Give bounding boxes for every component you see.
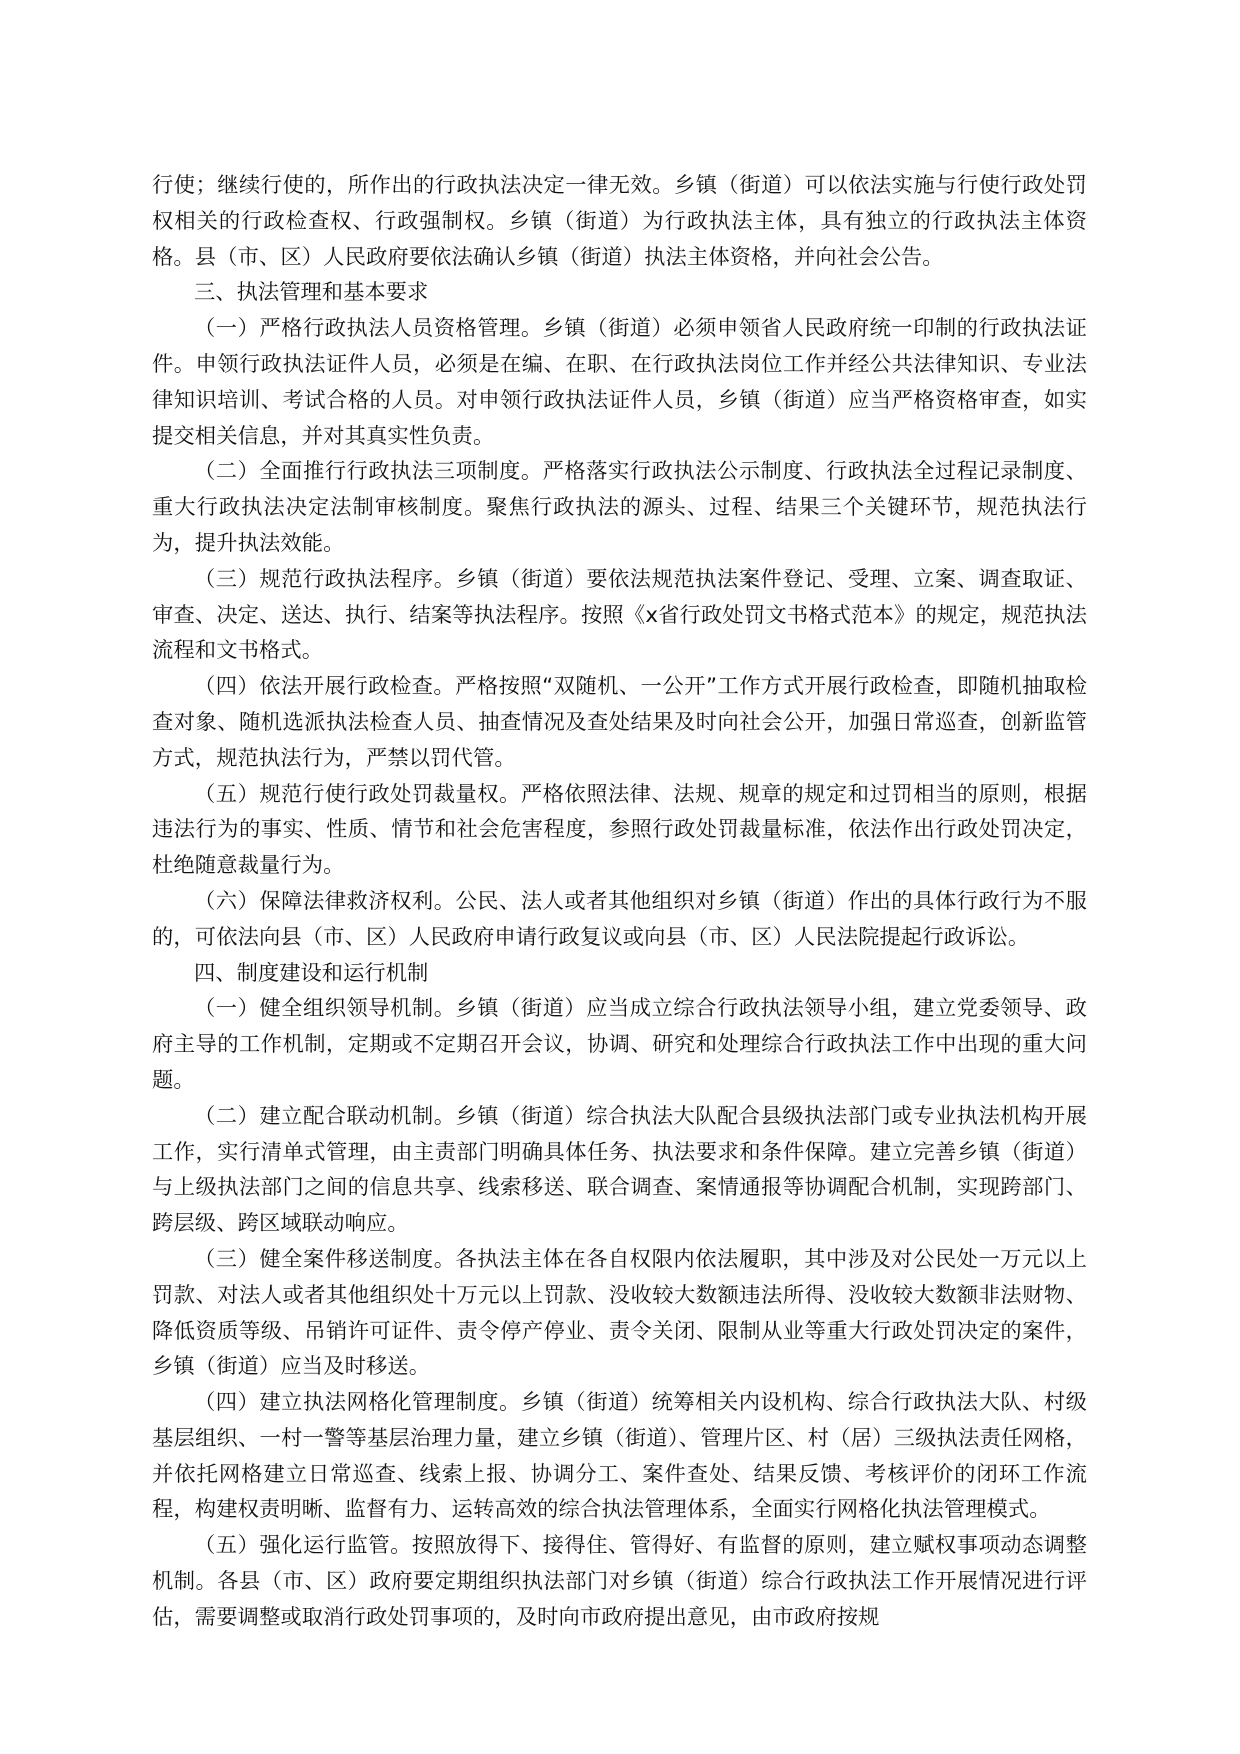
paragraph-4-4: （四）建立执法网格化管理制度。乡镇（街道）统筹相关内设机构、综合行政执法大队、村级基层组织、一村一警等基层治理力量，建立乡镇（街道）、管理片区、村（居）三级执法责任网格，并依托网格建立日常巡查、线索上报、协调分工、案件查处、结果反馈、考核评价的闭环工作流程，构建权责明晰、监督有力、运转高效的综合执法管理体系，全面实行网格化执法管理模式。	[152, 1390, 1087, 1523]
paragraph-4-5: （五）强化运行监管。按照放得下、接得住、管得好、有监督的原则，建立赋权事项动态调整机制。各县（市、区）政府要定期组织执法部门对乡镇（街道）综合行政执法工作开展情况进行评估，需要调整或取消行政处罚事项的，及时向市政府提出意见，由市政府按规	[152, 1533, 1087, 1630]
paragraph-3-3: （三）规范行政执法程序。乡镇（街道）要依法规范执法案件登记、受理、立案、调查取证、审查、决定、送达、执行、结案等执法程序。按照《x省行政处罚文书格式范本》的规定，规范执法流程和文书格式。	[152, 566, 1087, 664]
section-heading-3: 三、执法管理和基本要求	[194, 280, 429, 306]
paragraph-4-1: （一）健全组织领导机制。乡镇（街道）应当成立综合行政执法领导小组，建立党委领导、政府主导的工作机制，定期或不定期召开会议，协调、研究和处理综合行政执法工作中出现的重大问题。	[152, 996, 1087, 1093]
paragraph-4-3: （三）健全案件移送制度。各执法主体在各自权限内依法履职，其中涉及对公民处一万元以上罚款、对法人或者其他组织处十万元以上罚款、没收较大数额违法所得、没收较大数额非法财物、降低资质等级、吊销许可证件、责令停产停业、责令关闭、限制从业等重大行政处罚决定的案件，乡镇（街道）应当及时移送。	[152, 1246, 1087, 1380]
document-page	[152, 168, 1087, 1630]
paragraph-3-1: （一）严格行政执法人员资格管理。乡镇（街道）必须申领省人民政府统一印制的行政执法证件。申领行政执法证件人员，必须是在编、在职、在行政执法岗位工作并经公共法律知识、专业法律知识培训、考试合格的人员。对申领行政执法证件人员，乡镇（街道）应当严格资格审查，如实提交相关信息，并对其真实性负责。	[152, 316, 1087, 449]
paragraph-3-5: （五）规范行使行政处罚裁量权。严格依照法律、法规、规章的规定和过罚相当的原则，根据违法行为的事实、性质、情节和社会危害程度，参照行政处罚裁量标准，依法作出行政处罚决定，杜绝随意裁量行为。	[152, 781, 1087, 879]
paragraph-4-2: （二）建立配合联动机制。乡镇（街道）综合执法大队配合县级执法部门或专业执法机构开展工作，实行清单式管理，由主责部门明确具体任务、执法要求和条件保障。建立完善乡镇（街道）与上级执法部门之间的信息共享、线索移送、联合调查、案情通报等协调配合机制，实现跨部门、跨层级、跨区域联动响应。	[152, 1103, 1087, 1237]
section-heading-4: 四、制度建设和运行机制	[194, 960, 429, 986]
paragraph-continuation: 行使；继续行使的，所作出的行政执法决定一律无效。乡镇（街道）可以依法实施与行使行政处罚权相关的行政检查权、行政强制权。乡镇（街道）为行政执法主体，具有独立的行政执法主体资格。县（市、区）人民政府要依法确认乡镇（街道）执法主体资格，并向社会公告。	[152, 173, 1087, 270]
paragraph-3-6: （六）保障法律救济权利。公民、法人或者其他组织对乡镇（街道）作出的具体行政行为不服的，可依法向县（市、区）人民政府申请行政复议或向县（市、区）人民法院提起行政诉讼。	[152, 888, 1087, 950]
paragraph-3-2: （二）全面推行行政执法三项制度。严格落实行政执法公示制度、行政执法全过程记录制度、重大行政执法决定法制审核制度。聚焦行政执法的源头、过程、结果三个关键环节，规范执法行为，提升执法效能。	[152, 459, 1087, 556]
paragraph-3-4: （四）依法开展行政检查。严格按照“双随机、一公开”工作方式开展行政检查，即随机抽取检查对象、随机选派执法检查人员、抽查情况及查处结果及时向社会公开，加强日常巡查，创新监管方式，规范执法行为，严禁以罚代管。	[152, 674, 1087, 771]
